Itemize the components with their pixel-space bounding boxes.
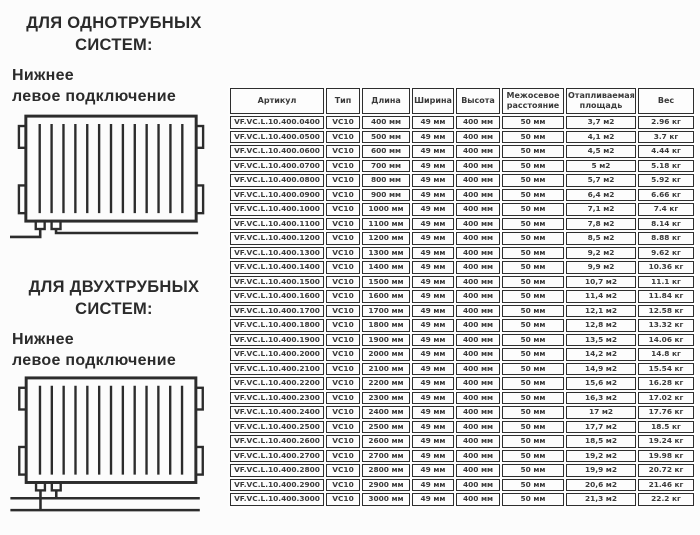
- table-cell: 12.58 кг: [638, 305, 694, 318]
- table-cell: 400 мм: [456, 450, 500, 463]
- table-cell: VC10: [326, 131, 360, 144]
- table-cell: 400 мм: [456, 334, 500, 347]
- table-cell: VC10: [326, 174, 360, 187]
- table-cell: 17,7 м2: [566, 421, 636, 434]
- table-cell: 50 мм: [502, 160, 564, 173]
- table-cell: 1100 мм: [362, 218, 410, 231]
- table-cell: VF.VC.L.10.400.3000: [230, 493, 324, 506]
- table-cell: 50 мм: [502, 348, 564, 361]
- table-cell: 50 мм: [502, 421, 564, 434]
- table-cell: 50 мм: [502, 493, 564, 506]
- table-cell: 7,1 м2: [566, 203, 636, 216]
- table-cell: 14.8 кг: [638, 348, 694, 361]
- table-cell: 50 мм: [502, 290, 564, 303]
- table-cell: 400 мм: [456, 160, 500, 173]
- table-cell: 50 мм: [502, 232, 564, 245]
- table-cell: 49 мм: [412, 145, 454, 158]
- table-cell: 400 мм: [456, 348, 500, 361]
- table-cell: VC10: [326, 305, 360, 318]
- table-cell: VF.VC.L.10.400.1800: [230, 319, 324, 332]
- table-cell: VC10: [326, 276, 360, 289]
- table-cell: VF.VC.L.10.400.2100: [230, 363, 324, 376]
- table-cell: 50 мм: [502, 334, 564, 347]
- table-cell: VF.VC.L.10.400.2600: [230, 435, 324, 448]
- table-cell: 16,3 м2: [566, 392, 636, 405]
- table-cell: 49 мм: [412, 276, 454, 289]
- table-cell: 400 мм: [456, 189, 500, 202]
- table-cell: 5.18 кг: [638, 160, 694, 173]
- table-cell: 400 мм: [456, 247, 500, 260]
- table-cell: 49 мм: [412, 406, 454, 419]
- table-cell: VC10: [326, 348, 360, 361]
- table-cell: 50 мм: [502, 203, 564, 216]
- table-row: [230, 464, 694, 477]
- table-cell: VF.VC.L.10.400.2700: [230, 450, 324, 463]
- table-cell: 400 мм: [456, 377, 500, 390]
- table-row: [230, 116, 694, 129]
- table-row: [230, 174, 694, 187]
- table-cell: VC10: [326, 377, 360, 390]
- table-cell: VC10: [326, 160, 360, 173]
- table-cell: 400 мм: [456, 493, 500, 506]
- table-row: [230, 145, 694, 158]
- column-header: Отапливаемая площадь: [566, 88, 636, 114]
- table-cell: 8.88 кг: [638, 232, 694, 245]
- title-line: ДЛЯ ДВУХТРУБНЫХ: [28, 278, 200, 296]
- table-cell: 400 мм: [456, 232, 500, 245]
- table-row: [230, 421, 694, 434]
- table-cell: VC10: [326, 392, 360, 405]
- table-cell: VC10: [326, 464, 360, 477]
- table-cell: 19,2 м2: [566, 450, 636, 463]
- table-cell: 49 мм: [412, 174, 454, 187]
- table-row: [230, 232, 694, 245]
- table-cell: 800 мм: [362, 174, 410, 187]
- table-cell: 50 мм: [502, 406, 564, 419]
- table-cell: 18,5 м2: [566, 435, 636, 448]
- table-cell: 50 мм: [502, 276, 564, 289]
- table-cell: 50 мм: [502, 145, 564, 158]
- table-cell: 400 мм: [456, 464, 500, 477]
- table-cell: VC10: [326, 450, 360, 463]
- table-cell: VF.VC.L.10.400.2500: [230, 421, 324, 434]
- table-cell: 50 мм: [502, 450, 564, 463]
- table-cell: 50 мм: [502, 218, 564, 231]
- table-cell: 8.14 кг: [638, 218, 694, 231]
- table-cell: 2900 мм: [362, 479, 410, 492]
- column-header: Межосевое расстояние: [502, 88, 564, 114]
- table-cell: 49 мм: [412, 232, 454, 245]
- table-cell: 400 мм: [456, 218, 500, 231]
- table-cell: 11,4 м2: [566, 290, 636, 303]
- radiator-single-pipe-diagram-icon: [10, 110, 214, 249]
- table-row: [230, 348, 694, 361]
- table-row: [230, 363, 694, 376]
- table-cell: VF.VC.L.10.400.1100: [230, 218, 324, 231]
- table-cell: 1300 мм: [362, 247, 410, 260]
- table-cell: 500 мм: [362, 131, 410, 144]
- table-cell: VF.VC.L.10.400.1300: [230, 247, 324, 260]
- title-line: СИСТЕМ:: [75, 36, 153, 55]
- table-cell: 50 мм: [502, 247, 564, 260]
- table-cell: 50 мм: [502, 464, 564, 477]
- table-cell: 2200 мм: [362, 377, 410, 390]
- table-row: [230, 392, 694, 405]
- table-cell: 400 мм: [456, 276, 500, 289]
- table-cell: VF.VC.L.10.400.0600: [230, 145, 324, 158]
- table-cell: VF.VC.L.10.400.0700: [230, 160, 324, 173]
- table-cell: 12,8 м2: [566, 319, 636, 332]
- table-cell: 8,5 м2: [566, 232, 636, 245]
- column-header: Высота: [456, 88, 500, 114]
- table-cell: 49 мм: [412, 160, 454, 173]
- table-cell: 21.46 кг: [638, 479, 694, 492]
- table-cell: 50 мм: [502, 319, 564, 332]
- table-cell: 7,8 м2: [566, 218, 636, 231]
- table-cell: 9,9 м2: [566, 261, 636, 274]
- table-row: [230, 203, 694, 216]
- table-cell: VF.VC.L.10.400.0900: [230, 189, 324, 202]
- table-cell: 49 мм: [412, 116, 454, 129]
- table-cell: 400 мм: [456, 203, 500, 216]
- table-cell: 1600 мм: [362, 290, 410, 303]
- table-cell: 49 мм: [412, 363, 454, 376]
- table-cell: 49 мм: [412, 421, 454, 434]
- subtitle-line: левое подключение: [12, 351, 177, 369]
- table-cell: 400 мм: [456, 116, 500, 129]
- table-cell: 10.36 кг: [638, 261, 694, 274]
- single-pipe-section-title: [8, 12, 220, 57]
- table-cell: 400 мм: [456, 131, 500, 144]
- table-cell: 50 мм: [502, 174, 564, 187]
- table-cell: VF.VC.L.10.400.1700: [230, 305, 324, 318]
- radiator-spec-table: [228, 86, 696, 508]
- table-cell: 50 мм: [502, 435, 564, 448]
- column-header: Ширина: [412, 88, 454, 114]
- table-cell: 2800 мм: [362, 464, 410, 477]
- table-cell: 50 мм: [502, 377, 564, 390]
- table-row: [230, 406, 694, 419]
- table-row: [230, 247, 694, 260]
- table-cell: 49 мм: [412, 450, 454, 463]
- table-cell: 11.1 кг: [638, 276, 694, 289]
- table-cell: 50 мм: [502, 479, 564, 492]
- table-row: [230, 131, 694, 144]
- table-cell: VC10: [326, 435, 360, 448]
- table-cell: 49 мм: [412, 261, 454, 274]
- two-pipe-connection-label: [12, 330, 220, 372]
- table-cell: 49 мм: [412, 189, 454, 202]
- table-cell: VC10: [326, 319, 360, 332]
- table-row: [230, 218, 694, 231]
- table-cell: 49 мм: [412, 377, 454, 390]
- table-cell: 2000 мм: [362, 348, 410, 361]
- table-cell: 2300 мм: [362, 392, 410, 405]
- table-cell: 700 мм: [362, 160, 410, 173]
- table-cell: 2500 мм: [362, 421, 410, 434]
- table-cell: VC10: [326, 247, 360, 260]
- table-cell: 50 мм: [502, 261, 564, 274]
- table-cell: 1200 мм: [362, 232, 410, 245]
- table-cell: 50 мм: [502, 189, 564, 202]
- table-cell: 1000 мм: [362, 203, 410, 216]
- table-cell: 1800 мм: [362, 319, 410, 332]
- table-cell: VF.VC.L.10.400.1600: [230, 290, 324, 303]
- title-line: ДЛЯ ОДНОТРУБНЫХ: [26, 14, 202, 32]
- table-cell: 17.02 кг: [638, 392, 694, 405]
- table-cell: 49 мм: [412, 348, 454, 361]
- table-cell: 10,7 м2: [566, 276, 636, 289]
- table-cell: 13.32 кг: [638, 319, 694, 332]
- table-cell: 11.84 кг: [638, 290, 694, 303]
- single-pipe-connection-label: [12, 66, 220, 108]
- table-cell: 49 мм: [412, 464, 454, 477]
- table-cell: 15,6 м2: [566, 377, 636, 390]
- table-cell: 49 мм: [412, 203, 454, 216]
- table-cell: 49 мм: [412, 305, 454, 318]
- table-cell: VC10: [326, 290, 360, 303]
- table-cell: VF.VC.L.10.400.1500: [230, 276, 324, 289]
- table-cell: 49 мм: [412, 247, 454, 260]
- table-cell: VF.VC.L.10.400.1000: [230, 203, 324, 216]
- table-row: [230, 160, 694, 173]
- table-cell: 2100 мм: [362, 363, 410, 376]
- table-cell: 49 мм: [412, 479, 454, 492]
- table-row: [230, 319, 694, 332]
- table-cell: VF.VC.L.10.400.2300: [230, 392, 324, 405]
- table-cell: 400 мм: [456, 363, 500, 376]
- table-cell: 900 мм: [362, 189, 410, 202]
- table-cell: VC10: [326, 363, 360, 376]
- table-cell: 400 мм: [456, 145, 500, 158]
- table-cell: 400 мм: [456, 479, 500, 492]
- table-cell: 1400 мм: [362, 261, 410, 274]
- title-line: СИСТЕМ:: [75, 300, 153, 319]
- table-cell: 19.98 кг: [638, 450, 694, 463]
- table-cell: VF.VC.L.10.400.2400: [230, 406, 324, 419]
- table-cell: 400 мм: [362, 116, 410, 129]
- column-header: Вес: [638, 88, 694, 114]
- table-cell: 400 мм: [456, 406, 500, 419]
- table-cell: 7.4 кг: [638, 203, 694, 216]
- table-row: [230, 334, 694, 347]
- table-cell: 49 мм: [412, 290, 454, 303]
- table-cell: VC10: [326, 493, 360, 506]
- table-body: [230, 116, 694, 506]
- table-cell: 16.28 кг: [638, 377, 694, 390]
- table-row: [230, 276, 694, 289]
- table-row: [230, 435, 694, 448]
- table-cell: 19.24 кг: [638, 435, 694, 448]
- table-row: [230, 377, 694, 390]
- table-cell: VF.VC.L.10.400.1200: [230, 232, 324, 245]
- table-cell: 21,3 м2: [566, 493, 636, 506]
- table-cell: 4.44 кг: [638, 145, 694, 158]
- table-cell: 2600 мм: [362, 435, 410, 448]
- table-cell: 4,1 м2: [566, 131, 636, 144]
- table-cell: 15.54 кг: [638, 363, 694, 376]
- table-cell: 20.72 кг: [638, 464, 694, 477]
- table-cell: 3,7 м2: [566, 116, 636, 129]
- column-header: Тип: [326, 88, 360, 114]
- table-cell: 2700 мм: [362, 450, 410, 463]
- table-cell: 5 м2: [566, 160, 636, 173]
- table-cell: 17 м2: [566, 406, 636, 419]
- subtitle-line: левое подключение: [12, 87, 177, 105]
- table-cell: VF.VC.L.10.400.0500: [230, 131, 324, 144]
- table-cell: 14,9 м2: [566, 363, 636, 376]
- table-cell: VF.VC.L.10.400.0400: [230, 116, 324, 129]
- table-cell: 50 мм: [502, 131, 564, 144]
- table-cell: 400 мм: [456, 305, 500, 318]
- table-cell: 14.06 кг: [638, 334, 694, 347]
- table-cell: 600 мм: [362, 145, 410, 158]
- table-cell: 49 мм: [412, 218, 454, 231]
- table-cell: 17.76 кг: [638, 406, 694, 419]
- table-cell: VC10: [326, 479, 360, 492]
- table-row: [230, 290, 694, 303]
- table-cell: 400 мм: [456, 290, 500, 303]
- table-cell: 49 мм: [412, 392, 454, 405]
- table-row: [230, 305, 694, 318]
- subtitle-line: Нижнее: [12, 331, 74, 348]
- table-cell: 22.2 кг: [638, 493, 694, 506]
- table-cell: 50 мм: [502, 305, 564, 318]
- table-cell: 3000 мм: [362, 493, 410, 506]
- table-cell: 2.96 кг: [638, 116, 694, 129]
- table-cell: VF.VC.L.10.400.1400: [230, 261, 324, 274]
- table-cell: VC10: [326, 116, 360, 129]
- table-cell: VF.VC.L.10.400.1900: [230, 334, 324, 347]
- table-cell: 400 мм: [456, 435, 500, 448]
- subtitle-line: Нижнее: [12, 67, 74, 84]
- table-cell: 50 мм: [502, 392, 564, 405]
- table-cell: VF.VC.L.10.400.2000: [230, 348, 324, 361]
- table-cell: 49 мм: [412, 334, 454, 347]
- table-cell: VC10: [326, 421, 360, 434]
- table-cell: VC10: [326, 218, 360, 231]
- table-cell: 400 мм: [456, 421, 500, 434]
- table-cell: VC10: [326, 261, 360, 274]
- table-cell: 13,5 м2: [566, 334, 636, 347]
- table-cell: 9.62 кг: [638, 247, 694, 260]
- column-header: Артикул: [230, 88, 324, 114]
- two-pipe-section-title: [8, 276, 220, 321]
- table-cell: 4,5 м2: [566, 145, 636, 158]
- table-row: [230, 261, 694, 274]
- table-cell: VF.VC.L.10.400.0800: [230, 174, 324, 187]
- table-cell: 2400 мм: [362, 406, 410, 419]
- table-row: [230, 450, 694, 463]
- table-cell: 6.66 кг: [638, 189, 694, 202]
- table-cell: 3.7 кг: [638, 131, 694, 144]
- table-cell: 1900 мм: [362, 334, 410, 347]
- column-header: Длина: [362, 88, 410, 114]
- table-cell: 12,1 м2: [566, 305, 636, 318]
- table-cell: 50 мм: [502, 116, 564, 129]
- table-cell: 19,9 м2: [566, 464, 636, 477]
- table-cell: 49 мм: [412, 493, 454, 506]
- table-cell: 1700 мм: [362, 305, 410, 318]
- table-cell: 49 мм: [412, 131, 454, 144]
- table-header-row: [230, 88, 694, 114]
- table-cell: 6,4 м2: [566, 189, 636, 202]
- radiator-two-pipe-diagram-icon: [10, 372, 214, 518]
- table-cell: 400 мм: [456, 392, 500, 405]
- table-cell: VC10: [326, 232, 360, 245]
- table-cell: VC10: [326, 189, 360, 202]
- table-cell: 49 мм: [412, 319, 454, 332]
- table-cell: VC10: [326, 406, 360, 419]
- table-cell: 5.92 кг: [638, 174, 694, 187]
- table-row: [230, 189, 694, 202]
- table-cell: VF.VC.L.10.400.2900: [230, 479, 324, 492]
- table-cell: VC10: [326, 334, 360, 347]
- table-cell: VC10: [326, 145, 360, 158]
- table-cell: 1500 мм: [362, 276, 410, 289]
- table-cell: VC10: [326, 203, 360, 216]
- table-cell: VF.VC.L.10.400.2200: [230, 377, 324, 390]
- connection-diagrams-panel: [8, 0, 222, 535]
- table-row: [230, 479, 694, 492]
- table-cell: 18.5 кг: [638, 421, 694, 434]
- table-cell: 400 мм: [456, 261, 500, 274]
- table-cell: 50 мм: [502, 363, 564, 376]
- table-cell: 400 мм: [456, 174, 500, 187]
- table-cell: 20,6 м2: [566, 479, 636, 492]
- table-cell: 14,2 м2: [566, 348, 636, 361]
- table-cell: 5,7 м2: [566, 174, 636, 187]
- table-row: [230, 493, 694, 506]
- table-cell: 9,2 м2: [566, 247, 636, 260]
- table-cell: VF.VC.L.10.400.2800: [230, 464, 324, 477]
- table-cell: 49 мм: [412, 435, 454, 448]
- table-cell: 400 мм: [456, 319, 500, 332]
